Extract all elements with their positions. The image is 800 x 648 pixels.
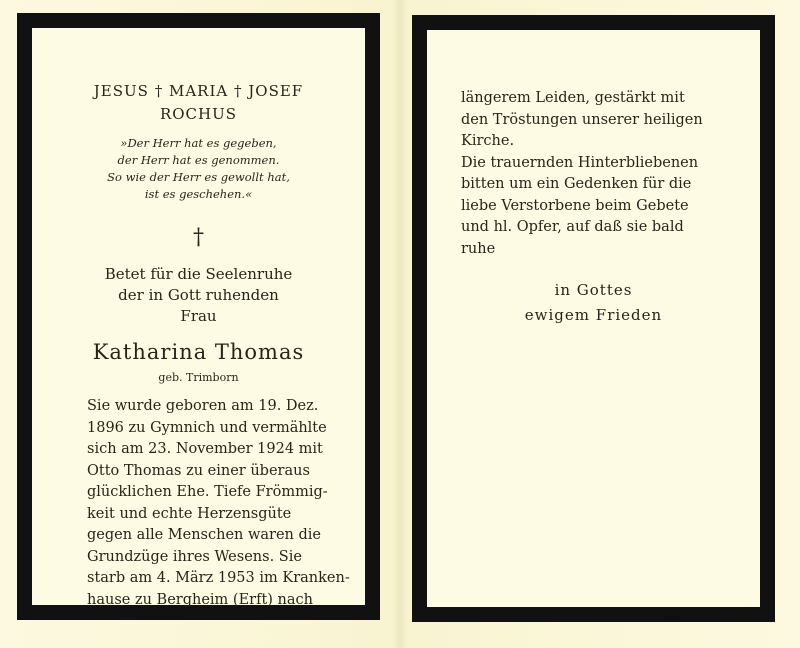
heading-line-2: ROCHUS (159, 105, 238, 123)
continuation-text (461, 88, 742, 260)
quote-line: ist es geschehen.« (144, 187, 253, 201)
biography-text (87, 396, 350, 611)
body-line: Kirche. (461, 133, 515, 149)
body-line: 1896 zu Gymnich und vermählte (87, 419, 327, 436)
quote-line: »Der Herr hat es gegeben, (120, 136, 277, 150)
closing-line-1: in Gottes (554, 281, 633, 299)
body-line: Sie wurde geboren am 19. Dez. (87, 398, 319, 414)
body-line: längerem Leiden, gestärkt mit (461, 90, 685, 106)
deceased-name: Katharina Thomas (92, 340, 305, 364)
quote-line: der Herr hat es genommen. (117, 153, 280, 167)
body-line: den Tröstungen unserer heiligen (461, 111, 703, 128)
right-page (427, 30, 760, 607)
closing-blessing (427, 278, 760, 328)
prayer-line: Frau (180, 307, 217, 325)
scripture-quote (32, 135, 365, 203)
prayer-line: Betet für die Seelenruhe (104, 265, 293, 283)
body-line: Die trauernden Hinterbliebenen (461, 154, 699, 171)
body-line: bitten um ein Gedenken für die (461, 176, 692, 192)
body-line: glücklichen Ehe. Tiefe Frömmig- (87, 484, 328, 500)
left-page-black-border (17, 13, 380, 620)
left-page (32, 28, 365, 608)
quote-line: So wie der Herr es gewollt hat, (107, 170, 290, 184)
body-line: gegen alle Menschen waren die (87, 527, 321, 543)
prayer-line: der in Gott ruhenden (118, 286, 279, 304)
cross-icon: † (193, 225, 204, 250)
body-line: starb am 4. März 1953 im Kranken- (87, 570, 350, 586)
body-line: ruhe (461, 240, 496, 257)
body-line: sich am 23. November 1924 mit (87, 441, 323, 457)
body-line: Otto Thomas zu einer überaus (87, 462, 310, 479)
prayer-text (32, 264, 365, 327)
right-page-black-border (412, 15, 775, 622)
body-line: Grundzüge ihres Wesens. Sie (87, 548, 302, 565)
body-line: liebe Verstorbene beim Gebete (461, 197, 689, 214)
body-line: hause zu Bergheim (Erft) nach (87, 591, 313, 608)
body-line: keit und echte Herzensgüte (87, 505, 292, 522)
holy-names-heading (32, 80, 365, 126)
closing-line-2: ewigem Frieden (524, 306, 663, 324)
body-line: und hl. Opfer, auf daß sie bald (461, 219, 684, 235)
heading-line-1: JESUS † MARIA † JOSEF (93, 82, 304, 100)
maiden-name: geb. Trimborn (158, 371, 239, 384)
